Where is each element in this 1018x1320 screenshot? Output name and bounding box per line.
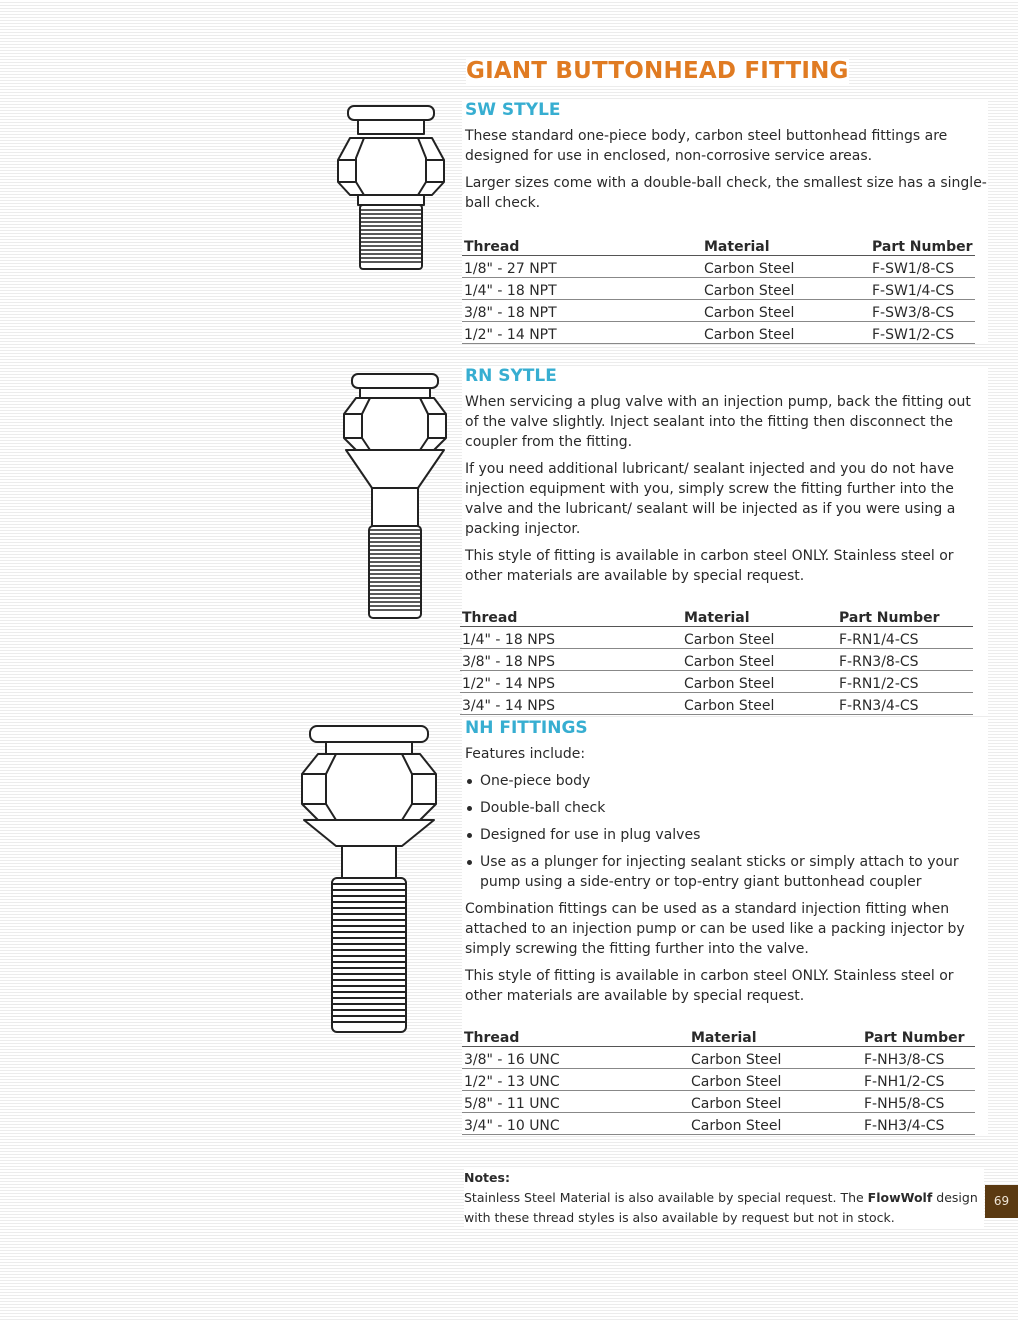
page-title: GIANT BUTTONHEAD FITTING [466, 58, 849, 84]
thread-cell: 3/8" - 16 UNC [462, 1047, 689, 1069]
part-number-cell: F-RN3/8-CS [837, 649, 973, 671]
table-header-row [460, 606, 973, 627]
notes-block [464, 1168, 984, 1228]
nh-intro: Features include: [465, 746, 586, 762]
header-part-number: Part Number [870, 235, 975, 256]
notes-heading: Notes: [464, 1170, 510, 1185]
thread-cell: 3/8" - 18 NPS [460, 649, 682, 671]
sw-fitting-illustration [330, 100, 450, 280]
brand-name: FlowWolf [867, 1190, 933, 1205]
rn-paragraph: If you need additional lubricant/ sealant injected and you do not have injection equipment with you, simply screw the fitting further into the valve and the lubricant/ sealant will be injected as if you were using a packing injector. [465, 461, 956, 537]
table-row [460, 627, 973, 649]
table-row [462, 1047, 975, 1069]
material-cell: Carbon Steel [702, 256, 870, 278]
table-header-row [462, 1026, 975, 1047]
material-cell: Carbon Steel [689, 1047, 862, 1069]
notes-text [464, 1188, 984, 1228]
part-number-cell: F-RN3/4-CS [837, 693, 973, 715]
table-row [462, 1091, 975, 1113]
sw-paragraph: These standard one-piece body, carbon steel buttonhead fittings are designed for use in enclosed, non-corrosive service areas. [465, 128, 948, 164]
thread-cell: 5/8" - 11 UNC [462, 1091, 689, 1113]
thread-cell: 1/2" - 13 UNC [462, 1069, 689, 1091]
rn-paragraph: This style of fitting is available in carbon steel ONLY. Stainless steel or other materials are available by special request. [465, 548, 954, 584]
header-thread: Thread [462, 235, 702, 256]
nh-fitting-illustration [296, 722, 442, 1036]
thread-cell: 1/4" - 18 NPS [460, 627, 682, 649]
notes-text-start: Stainless Steel Material is also available by special request. The [464, 1190, 868, 1205]
material-cell: Carbon Steel [702, 300, 870, 322]
table-row [460, 693, 973, 715]
thread-cell: 1/2" - 14 NPS [460, 671, 682, 693]
table-row [460, 649, 973, 671]
part-number-cell: F-RN1/2-CS [837, 671, 973, 693]
thread-cell: 3/8" - 18 NPT [462, 300, 702, 322]
nh-fittings-section [462, 718, 988, 1135]
table-row [462, 278, 975, 300]
thread-cell: 1/4" - 18 NPT [462, 278, 702, 300]
part-number-cell: F-SW1/2-CS [870, 322, 975, 344]
rn-spec-table [460, 606, 973, 715]
table-row [462, 322, 975, 344]
header-material: Material [702, 235, 870, 256]
part-number-cell: F-SW3/8-CS [870, 300, 975, 322]
thread-cell: 1/2" - 14 NPT [462, 322, 702, 344]
list-item: One-piece body [465, 771, 988, 791]
part-number-cell: F-RN1/4-CS [837, 627, 973, 649]
sw-spec-table [462, 235, 975, 344]
material-cell: Carbon Steel [702, 322, 870, 344]
material-cell: Carbon Steel [682, 671, 837, 693]
rn-style-section [462, 366, 988, 715]
page-number-badge: 69 [985, 1185, 1018, 1218]
thread-cell: 3/4" - 14 NPS [460, 693, 682, 715]
rn-fitting-illustration [340, 370, 452, 622]
table-row [462, 1113, 975, 1135]
header-thread: Thread [460, 606, 682, 627]
sw-paragraph: Larger sizes come with a double-ball check, the smallest size has a single-ball check. [465, 175, 987, 211]
part-number-cell: F-NH1/2-CS [862, 1069, 975, 1091]
rn-paragraph: When servicing a plug valve with an injection pump, back the fitting out of the valve slightly. Inject sealant into the fitting then disconnect the coupler from the fitting. [465, 394, 971, 450]
table-header-row [462, 235, 975, 256]
part-number-cell: F-NH3/8-CS [862, 1047, 975, 1069]
nh-spec-table [462, 1026, 975, 1135]
material-cell: Carbon Steel [689, 1091, 862, 1113]
notes-text-end: design with these thread styles is also available by request but not in stock. [464, 1190, 978, 1225]
table-row [462, 300, 975, 322]
sw-style-heading: SW STYLE [465, 100, 561, 120]
part-number-cell: F-SW1/8-CS [870, 256, 975, 278]
list-item: Use as a plunger for injecting sealant sticks or simply attach to your pump using a side-entry or top-entry giant buttonhead coupler [465, 852, 988, 892]
material-cell: Carbon Steel [702, 278, 870, 300]
header-part-number: Part Number [837, 606, 973, 627]
list-item: Designed for use in plug valves [465, 825, 988, 845]
material-cell: Carbon Steel [682, 649, 837, 671]
material-cell: Carbon Steel [689, 1069, 862, 1091]
header-material: Material [682, 606, 837, 627]
material-cell: Carbon Steel [682, 693, 837, 715]
thread-cell: 3/4" - 10 UNC [462, 1113, 689, 1135]
part-number-cell: F-NH5/8-CS [862, 1091, 975, 1113]
part-number-cell: F-SW1/4-CS [870, 278, 975, 300]
header-thread: Thread [462, 1026, 689, 1047]
table-row [460, 671, 973, 693]
nh-features-list [465, 771, 988, 892]
material-cell: Carbon Steel [682, 627, 837, 649]
material-cell: Carbon Steel [689, 1113, 862, 1135]
header-part-number: Part Number [862, 1026, 975, 1047]
header-material: Material [689, 1026, 862, 1047]
sw-style-section [462, 100, 988, 344]
part-number-cell: F-NH3/4-CS [862, 1113, 975, 1135]
thread-cell: 1/8" - 27 NPT [462, 256, 702, 278]
rn-style-heading: RN SYTLE [465, 366, 557, 386]
table-row [462, 256, 975, 278]
nh-fittings-heading: NH FITTINGS [465, 718, 588, 738]
table-row [462, 1069, 975, 1091]
nh-paragraph: Combination fittings can be used as a standard injection fitting when attached to an injection pump or can be used like a packing injector by simply screwing the fitting further into the valve. [465, 901, 965, 957]
nh-paragraph: This style of fitting is available in carbon steel ONLY. Stainless steel or other materials are available by special request. [465, 968, 954, 1004]
list-item: Double-ball check [465, 798, 988, 818]
